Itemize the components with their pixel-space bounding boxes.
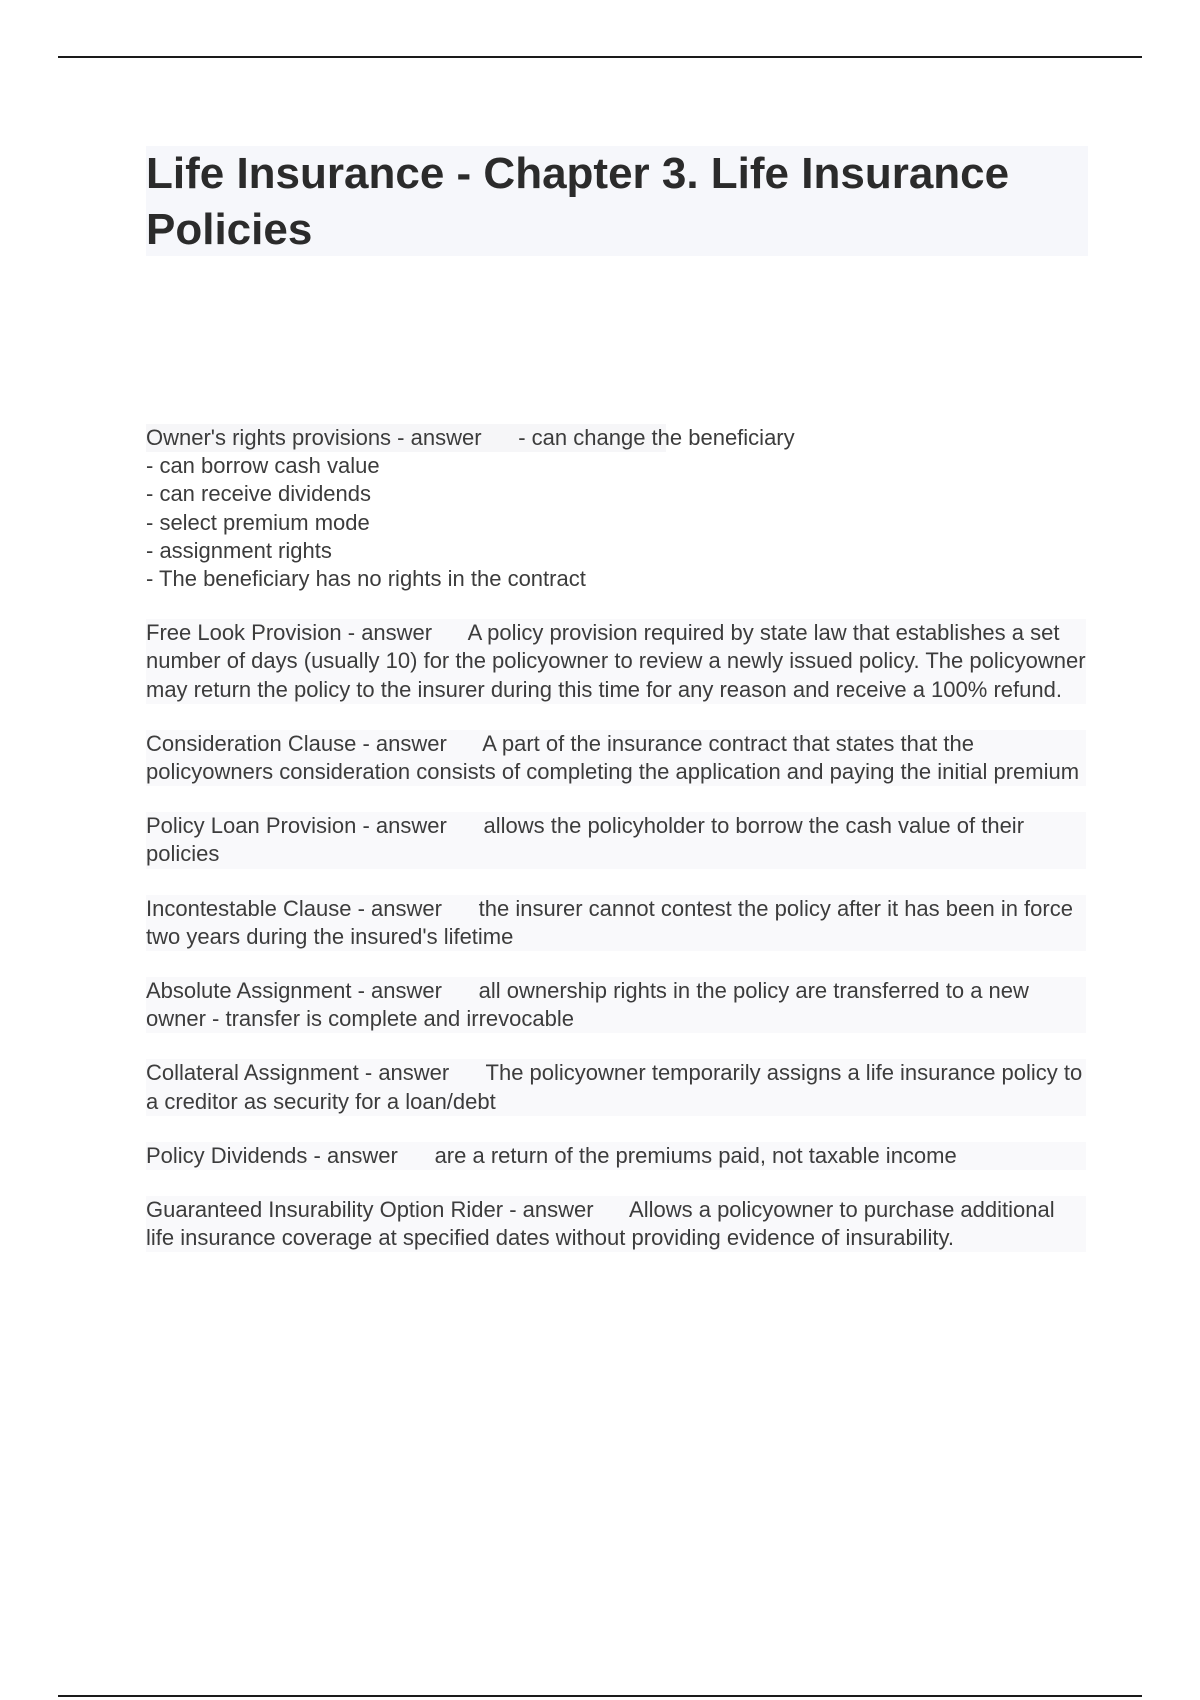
page-title: Life Insurance - Chapter 3. Life Insurance Policies	[146, 149, 1010, 254]
top-rule	[58, 56, 1142, 58]
entry-term: Consideration Clause - answer	[146, 730, 447, 756]
flashcard-entry	[146, 977, 1086, 1033]
entry-term: Collateral Assignment - answer	[146, 1060, 450, 1086]
entry-answer: all ownership rights in the policy are transferred to a new owner - transfer is complete and irrevocable	[146, 978, 1036, 1032]
flashcard-entry	[146, 1196, 1086, 1252]
flashcard-entry	[146, 1059, 1089, 1115]
flashcard-entry	[146, 619, 1092, 704]
entry-answer: allows the policyholder to borrow the cash value of their policies	[146, 813, 1031, 867]
entry-term: Guaranteed Insurability Option Rider - answer	[146, 1197, 594, 1223]
entry-answer: A policy provision required by state law that establishes a set number of days (usually 10) for the policyowner to review a newly issued policy. The policyowner may return the policy to the insurer during this time for any reason and receive a 100% refund.	[146, 620, 1092, 702]
entry-answer-line: - can receive dividends	[146, 481, 372, 507]
entry-term: Policy Dividends - answer	[146, 1142, 398, 1168]
entry-answer-line: - select premium mode	[146, 509, 370, 535]
flashcard-entry	[146, 1142, 1086, 1170]
flashcard-entry	[146, 424, 886, 593]
entry-answer-line: - can borrow cash value	[146, 453, 380, 479]
flashcard-entry	[146, 895, 1086, 951]
entry-term: Free Look Provision - answer	[146, 620, 433, 646]
entry-term: Incontestable Clause - answer	[146, 895, 442, 921]
entry-answer-line: - assignment rights	[146, 537, 332, 563]
bottom-rule	[58, 1695, 1142, 1697]
entry-answer: the insurer cannot contest the policy after it has been in force two years during the insured's lifetime	[146, 895, 1080, 949]
flashcard-entry	[146, 730, 1086, 786]
entry-answer: Allows a policyowner to purchase additional life insurance coverage at specified dates without providing evidence of insurability.	[146, 1197, 1061, 1251]
entry-answer: are a return of the premiums paid, not taxable income	[434, 1142, 957, 1168]
title-block	[146, 146, 1088, 256]
flashcard-entry	[146, 812, 1086, 868]
entry-answer-line: - The beneficiary has no rights in the contract	[146, 566, 586, 592]
entry-answer: A part of the insurance contract that states that the policyowners consideration consists of completing the application and paying the initial premium	[146, 730, 1080, 785]
entry-term: Policy Loan Provision - answer	[146, 813, 447, 839]
entry-term: Absolute Assignment - answer	[146, 978, 442, 1004]
entry-answer-line: - can change the beneficiary	[518, 425, 795, 450]
flashcard-list	[146, 424, 1092, 1278]
entry-term: Owner's rights provisions - answer	[146, 425, 482, 450]
entry-answer: The policyowner temporarily assigns a life insurance policy to a creditor as security for a loan/debt	[146, 1060, 1089, 1114]
